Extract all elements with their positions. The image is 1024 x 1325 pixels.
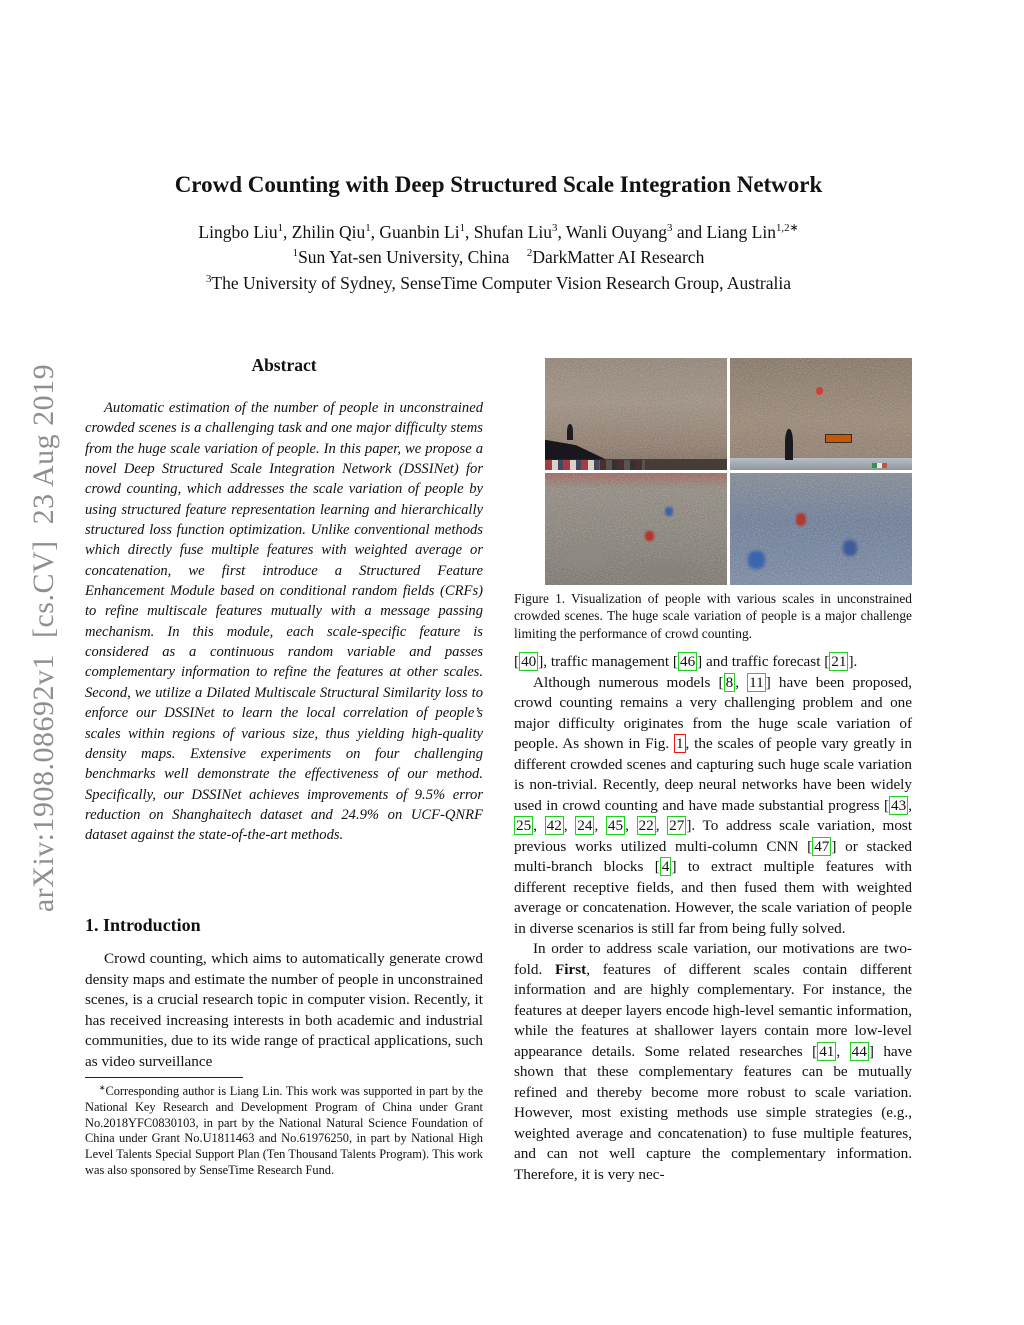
introduction-body (85, 949, 483, 1072)
footnote-rule (85, 1077, 243, 1078)
citation-link[interactable]: 47 (814, 837, 830, 855)
text-segment-sup: 3 (552, 222, 558, 235)
footnote-block (85, 1077, 483, 1179)
paragraph-challenge: Although numerous models [ 8 , 11 ] have been proposed, crowd counting remains a very challenging problem and one major difficulty originates from the huge scale variation of people. As shown in Fig. 1 , the scales of people vary greatly in different crowded scenes and capturing such huge scale variation is non-trivial. Recently, deep neural networks have been widely used in crowd counting and have made substantial progress [ 43 , 25 , 42 , 24 , 45 , 22 , 27 ]. To address scale variation, most previous works utilized multi-column CNN [ 47 ] or stacked multi-branch blocks [ 4 ] to extract multiple features with different receptive fields, and then fused them with weighted average or concatenation. However, the scale variation of people in diverse scenarios is still far from being fully solved. (514, 673, 913, 937)
front-crowd-dark-band (600, 459, 727, 470)
abstract-paragraph: Automatic estimation of the number of people in unconstrained crowded scenes is a challenging task and one major difficulty stems from the huge scale variation of people. In this paper, we propose a novel Deep Structured Scale Integration Network (DSSINet) for crowd counting, which addresses the scale variation of people by using structured feature representation learning and hierarchically structured loss function optimization. Unlike conventional methods which directly fuse multiple features with weighted average or concatenation, we first introduce a Structured Feature Enhancement Module based on conditional random fields (CRFs) to refine multiscale features mutually with a message passing mechanism. In this module, each scale-specific feature is considered as a continuous random variable and passes complementary information to refine the features at other scales. Second, we utilize a Dilated Multiscale Structural Similarity loss to enforce our DSSINet to learn the local correlation of people’s scales within regions of various size, thus yielding high-quality density maps. Extensive experiments on four challenging benchmarks well demonstrate the effectiveness of our method. Specifically, our DSSINet achieves improvements of 9.5% error reduction on Shanghaitech dataset and 24.9% on UCF-QNRF dataset against the state-of-the-art methods. (85, 400, 483, 844)
figure1-photo-top-right (730, 358, 912, 470)
crowd-texture (545, 473, 727, 585)
citation-link[interactable]: 41 (819, 1042, 835, 1060)
citation-link[interactable]: 46 (679, 653, 696, 670)
text-segment-sup: 2 (526, 247, 533, 260)
crowd-texture (730, 358, 912, 470)
author-line: Lingbo Liu$^1$, Zhilin Qiu$^1$, Guanbin Li$^1$, Shufan Liu$^3$, Wanli Ouyang$^3$ and Liang Lin$^{1,2∗}$ (198, 222, 799, 242)
citation-link[interactable]: 8 (725, 673, 734, 691)
text-segment-sup: ∗ (99, 1082, 106, 1092)
red-balloon (816, 387, 823, 395)
right-column (514, 356, 912, 1206)
citation-link[interactable]: 21 (831, 653, 847, 670)
figure1-photo-top-left (545, 358, 727, 470)
text-segment-bold: First (554, 960, 587, 978)
figure1-image-grid (545, 358, 912, 585)
text-segment-sup: 1 (459, 222, 465, 235)
citation-link[interactable]: 40 (521, 653, 537, 670)
citation-link[interactable]: 44 (851, 1042, 867, 1060)
orange-banner (825, 434, 852, 443)
section-heading-introduction: 1. Introduction (85, 915, 201, 935)
pavement-patch (560, 545, 607, 570)
figure1-photo-bottom-left (545, 473, 727, 585)
citation-link[interactable]: 11 (749, 673, 764, 691)
figure1-caption: Figure 1. Visualization of people with various scales in unconstrained crowded scenes. The huge scale variation of people is a major challenge limiting the performance of crowd counting. (514, 591, 912, 641)
speaker-figure (567, 424, 574, 440)
text-segment-sup: 1,2∗ (775, 222, 799, 235)
arxiv-watermark: arXiv:1908.08692v1 [cs.CV] 23 Aug 2019 (27, 363, 60, 913)
abstract-body (85, 398, 483, 846)
text-segment-sup: 3 (205, 273, 212, 286)
citation-link[interactable]: 25 (516, 817, 532, 834)
text-segment-sup: 1 (365, 222, 371, 235)
paper-title: Crowd Counting with Deep Structured Scale Integration Network (174, 172, 823, 197)
affiliation-line-2: $^3$The University of Sydney, SenseTime Computer Vision Research Group, Australia (205, 273, 792, 293)
footnote-text: ∗Corresponding author is Liang Lin. This work was supported in part by the National Key Research and Development Program of China under Grant No.2018YFC0830103, in part by the National Natural Science Foundation of China under Grant No.U1811463 and No.61976250, in part by National High Level Talents Special Support Plan (Ten Thousand Talents Program). This work was also sponsored by SenseTime Research Fund. (85, 1082, 483, 1177)
affiliation-line-1: $^1$Sun Yat-sen University, China $^2$DarkMatter AI Research (292, 247, 705, 267)
text-segment-sup: 3 (667, 222, 673, 235)
paragraph-motivation: In order to address scale variation, our motivations are two-fold. First, features of different scales contain different information and are highly complementary. For instance, the features at deeper layers encode high-level semantic information, while the features at shallower layers contain more low-level appearance details. Some related researches [ 41 , 44 ] have shown that these complementary features can be mutually refined and thereby become more robust to scale variation. However, most existing methods use simple strategies (e.g., weighted average and concatenation) to fuse multiple features, and can not well capture the complementary information. Therefore, it is very nec- (514, 940, 912, 1183)
citation-link[interactable]: 22 (638, 817, 654, 834)
red-shirt-person (645, 531, 654, 541)
abstract-heading: Abstract (251, 355, 317, 375)
text-segment-sup: 1 (277, 222, 284, 235)
text-segment-sup: 1 (292, 247, 299, 260)
figure-reference-link[interactable]: 1 (675, 735, 684, 752)
citation-link[interactable]: 4 (661, 858, 670, 875)
blue-shirt-person (843, 540, 858, 556)
citation-link[interactable]: 43 (891, 796, 907, 814)
paragraph-continuation: [ 40 ], traffic management [ 46 ] and traffic forecast [ 21 ]. (514, 653, 858, 670)
citation-link[interactable]: 45 (607, 817, 624, 834)
left-column (85, 355, 483, 1205)
flag-green (872, 463, 887, 467)
figure1-photo-bottom-right (730, 473, 912, 585)
citation-link[interactable]: 42 (546, 817, 562, 834)
right-column-text (514, 652, 912, 1185)
citation-link[interactable]: 24 (577, 817, 593, 834)
pavement-patch (640, 563, 695, 581)
citation-link[interactable]: 27 (669, 817, 685, 834)
blue-shirt-person (748, 551, 764, 569)
speaker-figure (785, 429, 793, 460)
introduction-paragraph: Crowd counting, which aims to automatically generate crowd density maps and estimate the number of people in unconstrained scenes, is a crucial research topic in computer vision. Recently, it has received increasing interests in both academic and industrial communities, due to its wide range of practical applications, such as video surveillance (85, 950, 483, 1070)
red-shirt-person (796, 513, 807, 525)
blue-shirt-person (665, 507, 673, 516)
paper-header (85, 0, 912, 295)
